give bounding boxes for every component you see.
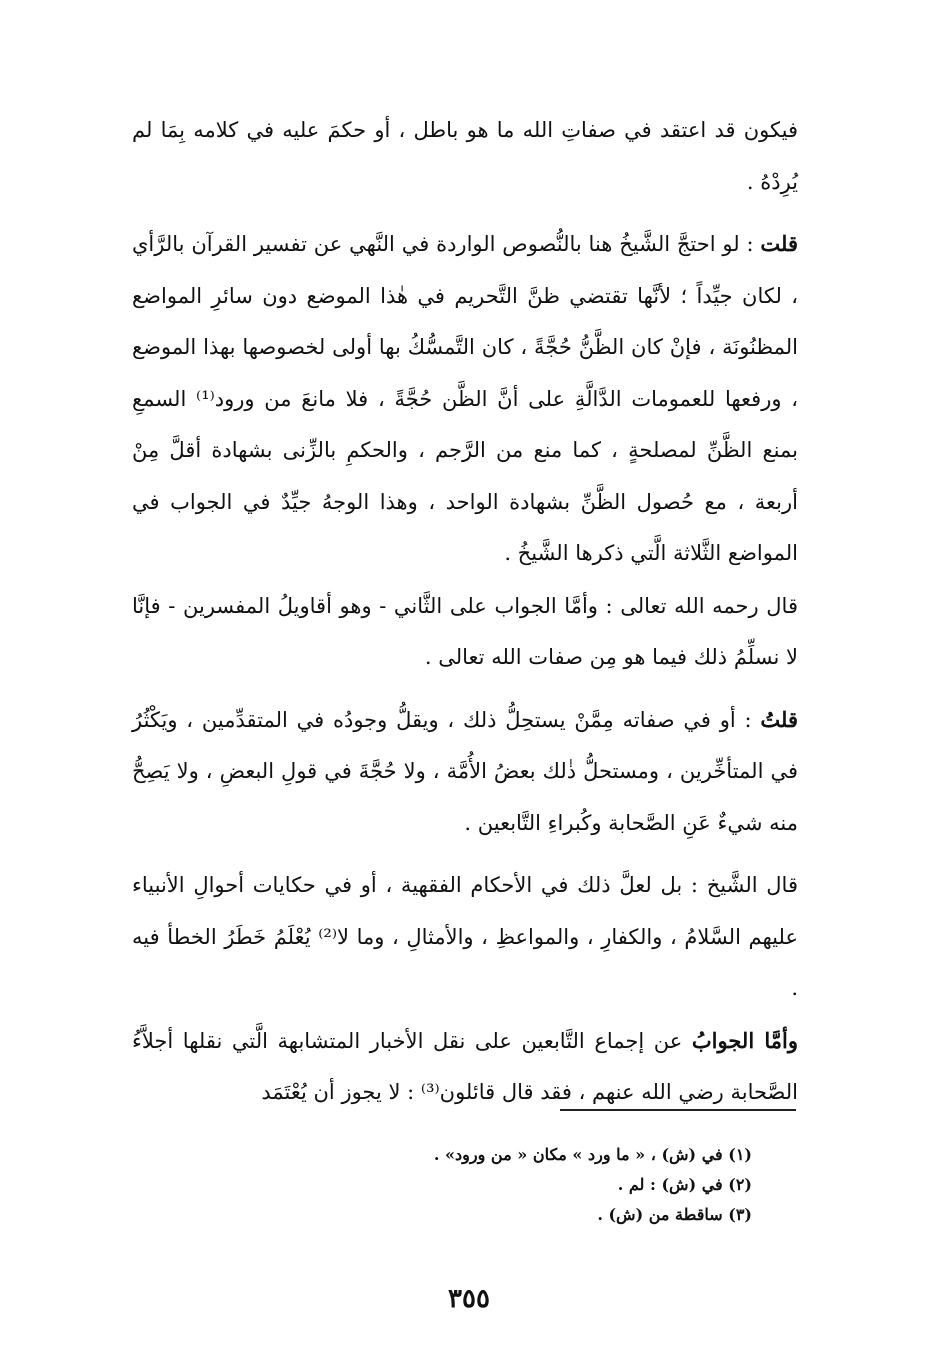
paragraph-body: قال رحمه الله تعالى : وأمَّا الجواب على الثَّاني - وهو أقاويلُ المفسرين - فإنَّا لا نسلِّمُ ذلك فيما هو مِن صفات الله تعالى . <box>132 593 798 669</box>
paragraph-6 <box>132 1015 798 1119</box>
footnote: (٢) في (ش) : لم . <box>617 1175 752 1194</box>
footnote: (٣) ساقطة من (ش) . <box>597 1205 752 1224</box>
paragraph-5 <box>132 859 798 1015</box>
page-number: ٣٥٥ <box>448 1284 490 1314</box>
paragraph-3 <box>132 580 798 684</box>
main-text <box>132 104 798 1119</box>
footnotes <box>300 1140 752 1230</box>
paragraph-lead: قلت <box>760 231 798 256</box>
paragraph-lead: قلتُ <box>760 706 798 732</box>
paragraph-lead: وأمَّا الجوابُ <box>691 1027 798 1053</box>
paragraph-body: عن إجماع التَّابعين على نقل الأخبار المتشابهة الَّتي نقلها أجلاَّءُ الصَّحابة رضي الله عنهم ، فقد قال قائلون⁽³⁾ : لا يجوز أن يُعْتَمَد <box>132 1028 798 1104</box>
paragraph-body: : لو احتجَّ الشَّيخُ هنا بالنُّصوص الواردة في النَّهي عن تفسير القرآن بالرَّأي ، لكان جيِّداً ؛ لأنَّها تقتضي ظنَّ التَّحريم في هٰذا الموضع دون سائرِ المواضع المظنُونَة ، فإنْ كان الظَّنُّ حُجَّةً ، كان التَّمسُّكُ بها أولى لخصوصها بهذا الموضع ، ورفعها للعمومات الدَّالَّةِ على أنَّ الظَّن حُجَّةً ، فلا مانعَ من ورود⁽¹⁾ السمعِ بمنع الظَّنِّ لمصلحةٍ ، كما منع من الرَّجم ، والحكمِ بالزِّنى بشهادة أقلَّ مِنْ أربعة ، مع حُصول الظَّنِّ بشهادة الواحد ، وهذا الوجهُ جيِّدٌ في الجواب في المواضع الثَّلاثة الَّتي ذكرها الشَّيخُ . <box>132 232 798 565</box>
paragraph-4 <box>132 694 798 850</box>
footnote-separator <box>560 1109 796 1111</box>
paragraph-2 <box>132 218 798 580</box>
paragraph-body: قال الشَّيخ : بل لعلَّ ذلك في الأحكام الفقهية ، أو في حكايات أحوالِ الأنبياء عليهم السَّلامُ ، والكفارِ ، والمواعظِ ، والأمثالِ ، وما لا⁽²⁾ يُعْلَمُ خَطَرُ الخطأ فيه . <box>132 873 799 1000</box>
paragraph-body: : أو في صفاته مِمَّنْ يستحِلُّ ذلك ، ويقلُّ وجودُه في المتقدِّمين ، ويَكْثُرُ في المتأخِّرين ، ومستحلُّ ذٰلك بعضُ الأُمَّة ، ولا حُجَّةَ في قولِ البعضِ ، ولا يَصِحُّ منه شيءٌ عَنِ الصَّحابة وكُبراءِ التَّابعين . <box>132 707 798 835</box>
paragraph-1 <box>132 104 798 208</box>
footnote: (١) في (ش) ، « ما ورد » مكان « من ورود» . <box>433 1145 752 1164</box>
paragraph-body: فيكون قد اعتقد في صفاتِ الله ما هو باطل ، أو حكمَ عليه في كلامه بِمَا لم يُرِدْهُ . <box>132 118 798 194</box>
